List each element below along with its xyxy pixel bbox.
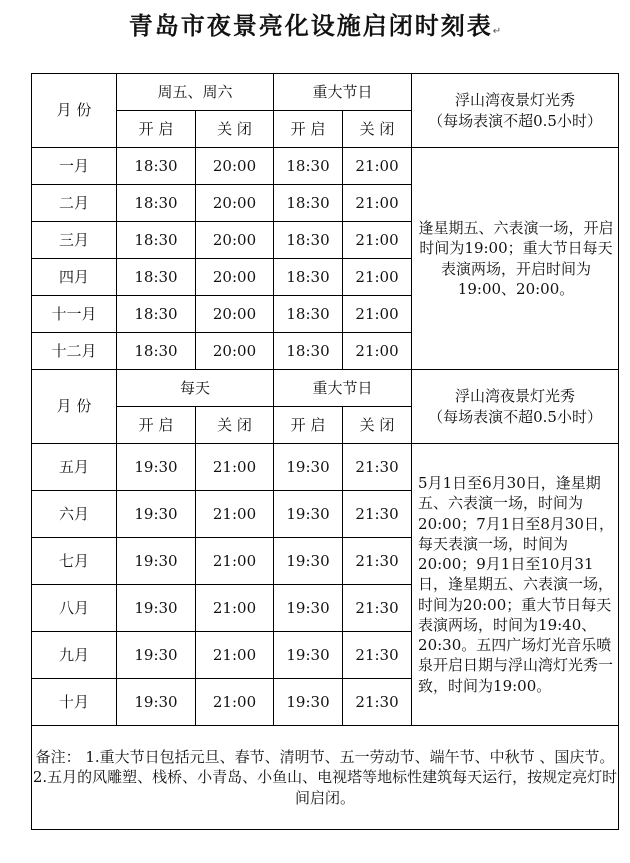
time-cell: 21:00 xyxy=(196,632,274,679)
time-cell: 18:30 xyxy=(117,333,196,370)
time-cell: 21:30 xyxy=(343,491,412,538)
time-cell: 21:00 xyxy=(196,491,274,538)
time-cell: 18:30 xyxy=(117,148,196,185)
time-cell: 21:00 xyxy=(196,679,274,726)
time-cell: 20:00 xyxy=(196,148,274,185)
time-cell: 18:30 xyxy=(274,259,343,296)
table1-g1-open-header: 开 启 xyxy=(117,111,196,148)
table2-g1-open-header: 开 启 xyxy=(117,407,196,444)
time-cell: 20:00 xyxy=(196,259,274,296)
table1-group2-header: 重大节日 xyxy=(274,74,412,111)
time-cell: 21:00 xyxy=(196,538,274,585)
month-cell: 三月 xyxy=(32,222,117,259)
time-cell: 21:30 xyxy=(343,585,412,632)
time-cell: 18:30 xyxy=(274,185,343,222)
table2-g1-close-header: 关 闭 xyxy=(196,407,274,444)
table-row xyxy=(32,444,619,491)
time-cell: 18:30 xyxy=(274,296,343,333)
table2-show-header xyxy=(412,370,619,444)
time-cell: 20:00 xyxy=(196,296,274,333)
time-cell: 19:30 xyxy=(117,538,196,585)
time-cell: 21:00 xyxy=(343,333,412,370)
note-cell: 备注： 1.重大节日包括元旦、春节、清明节、五一劳动节、端午节、中秋节 、国庆节。2.五月的风雕塑、栈桥、小青岛、小鱼山、电视塔等地标性建筑每天运行，按规定亮灯时间启闭。 xyxy=(32,726,619,830)
table2-group1-header: 每天 xyxy=(117,370,274,407)
time-cell: 18:30 xyxy=(117,185,196,222)
time-cell: 21:00 xyxy=(343,296,412,333)
table1-g2-close-header: 关 闭 xyxy=(343,111,412,148)
time-cell: 19:30 xyxy=(117,679,196,726)
month-cell: 十月 xyxy=(32,679,117,726)
time-cell: 21:30 xyxy=(343,679,412,726)
month-cell: 六月 xyxy=(32,491,117,538)
time-cell: 19:30 xyxy=(274,444,343,491)
month-cell: 七月 xyxy=(32,538,117,585)
table1-month-header: 月 份 xyxy=(32,74,117,148)
month-cell: 八月 xyxy=(32,585,117,632)
table2-show-header-line1: 浮山湾夜景灯光秀 xyxy=(455,387,576,406)
table2-month-header: 月 份 xyxy=(32,370,117,444)
time-cell: 21:30 xyxy=(343,538,412,585)
time-cell: 21:30 xyxy=(343,632,412,679)
time-cell: 19:30 xyxy=(117,444,196,491)
time-cell: 18:30 xyxy=(274,333,343,370)
table1-group1-header: 周五、周六 xyxy=(117,74,274,111)
month-cell: 五月 xyxy=(32,444,117,491)
month-cell: 一月 xyxy=(32,148,117,185)
table1-g1-close-header: 关 闭 xyxy=(196,111,274,148)
time-cell: 20:00 xyxy=(196,333,274,370)
table2-header-row xyxy=(32,370,619,407)
table2-g2-open-header: 开 启 xyxy=(274,407,343,444)
time-cell: 19:30 xyxy=(274,538,343,585)
time-cell: 19:30 xyxy=(274,679,343,726)
table2-group2-header: 重大节日 xyxy=(274,370,412,407)
time-cell: 18:30 xyxy=(117,222,196,259)
time-cell: 19:30 xyxy=(117,491,196,538)
time-cell: 18:30 xyxy=(274,222,343,259)
page-title xyxy=(0,6,630,41)
table2-show-description: 5月1日至6月30日，逢星期五、六表演一场，时间为20:00；7月1日至8月30日，每天表演一场，时间为20:00；9月1日至10月31日，逢星期五、六表演一场，时间为20:00；重大节日每天表演两场，时间为19:40、20:30。五四广场灯光音乐喷泉开启日期与浮山湾灯光秀一致，时间为19:00。 xyxy=(412,444,619,726)
table1-show-header xyxy=(412,74,619,148)
time-cell: 20:00 xyxy=(196,185,274,222)
table1-g2-open-header: 开 启 xyxy=(274,111,343,148)
time-cell: 21:00 xyxy=(343,222,412,259)
table1-show-header-line1: 浮山湾夜景灯光秀 xyxy=(455,91,576,110)
table2-show-header-line2: （每场表演不超0.5小时） xyxy=(428,407,602,426)
time-cell: 19:30 xyxy=(274,491,343,538)
time-cell: 18:30 xyxy=(274,148,343,185)
time-cell: 21:00 xyxy=(196,444,274,491)
time-cell: 20:00 xyxy=(196,222,274,259)
time-cell: 19:30 xyxy=(274,632,343,679)
month-cell: 十二月 xyxy=(32,333,117,370)
time-cell: 19:30 xyxy=(274,585,343,632)
month-cell: 十一月 xyxy=(32,296,117,333)
month-cell: 二月 xyxy=(32,185,117,222)
table1-header-row xyxy=(32,74,619,111)
schedule-table xyxy=(31,73,619,830)
time-cell: 18:30 xyxy=(117,259,196,296)
time-cell: 21:00 xyxy=(196,585,274,632)
note-row xyxy=(32,726,619,830)
time-cell: 21:00 xyxy=(343,185,412,222)
paragraph-mark-icon: ↵ xyxy=(492,26,502,37)
time-cell: 19:30 xyxy=(117,632,196,679)
time-cell: 19:30 xyxy=(117,585,196,632)
table1-show-description: 逢星期五、六表演一场，开启时间为19:00；重大节日每天表演两场，开启时间为19:00、20:00。 xyxy=(412,148,619,370)
table1-show-header-line2: （每场表演不超0.5小时） xyxy=(428,111,602,130)
time-cell: 21:30 xyxy=(343,444,412,491)
time-cell: 21:00 xyxy=(343,259,412,296)
time-cell: 21:00 xyxy=(343,148,412,185)
month-cell: 九月 xyxy=(32,632,117,679)
table2-g2-close-header: 关 闭 xyxy=(343,407,412,444)
title-text: 青岛市夜景亮化设施启闭时刻表 xyxy=(128,12,493,40)
time-cell: 18:30 xyxy=(117,296,196,333)
month-cell: 四月 xyxy=(32,259,117,296)
table-row xyxy=(32,148,619,185)
